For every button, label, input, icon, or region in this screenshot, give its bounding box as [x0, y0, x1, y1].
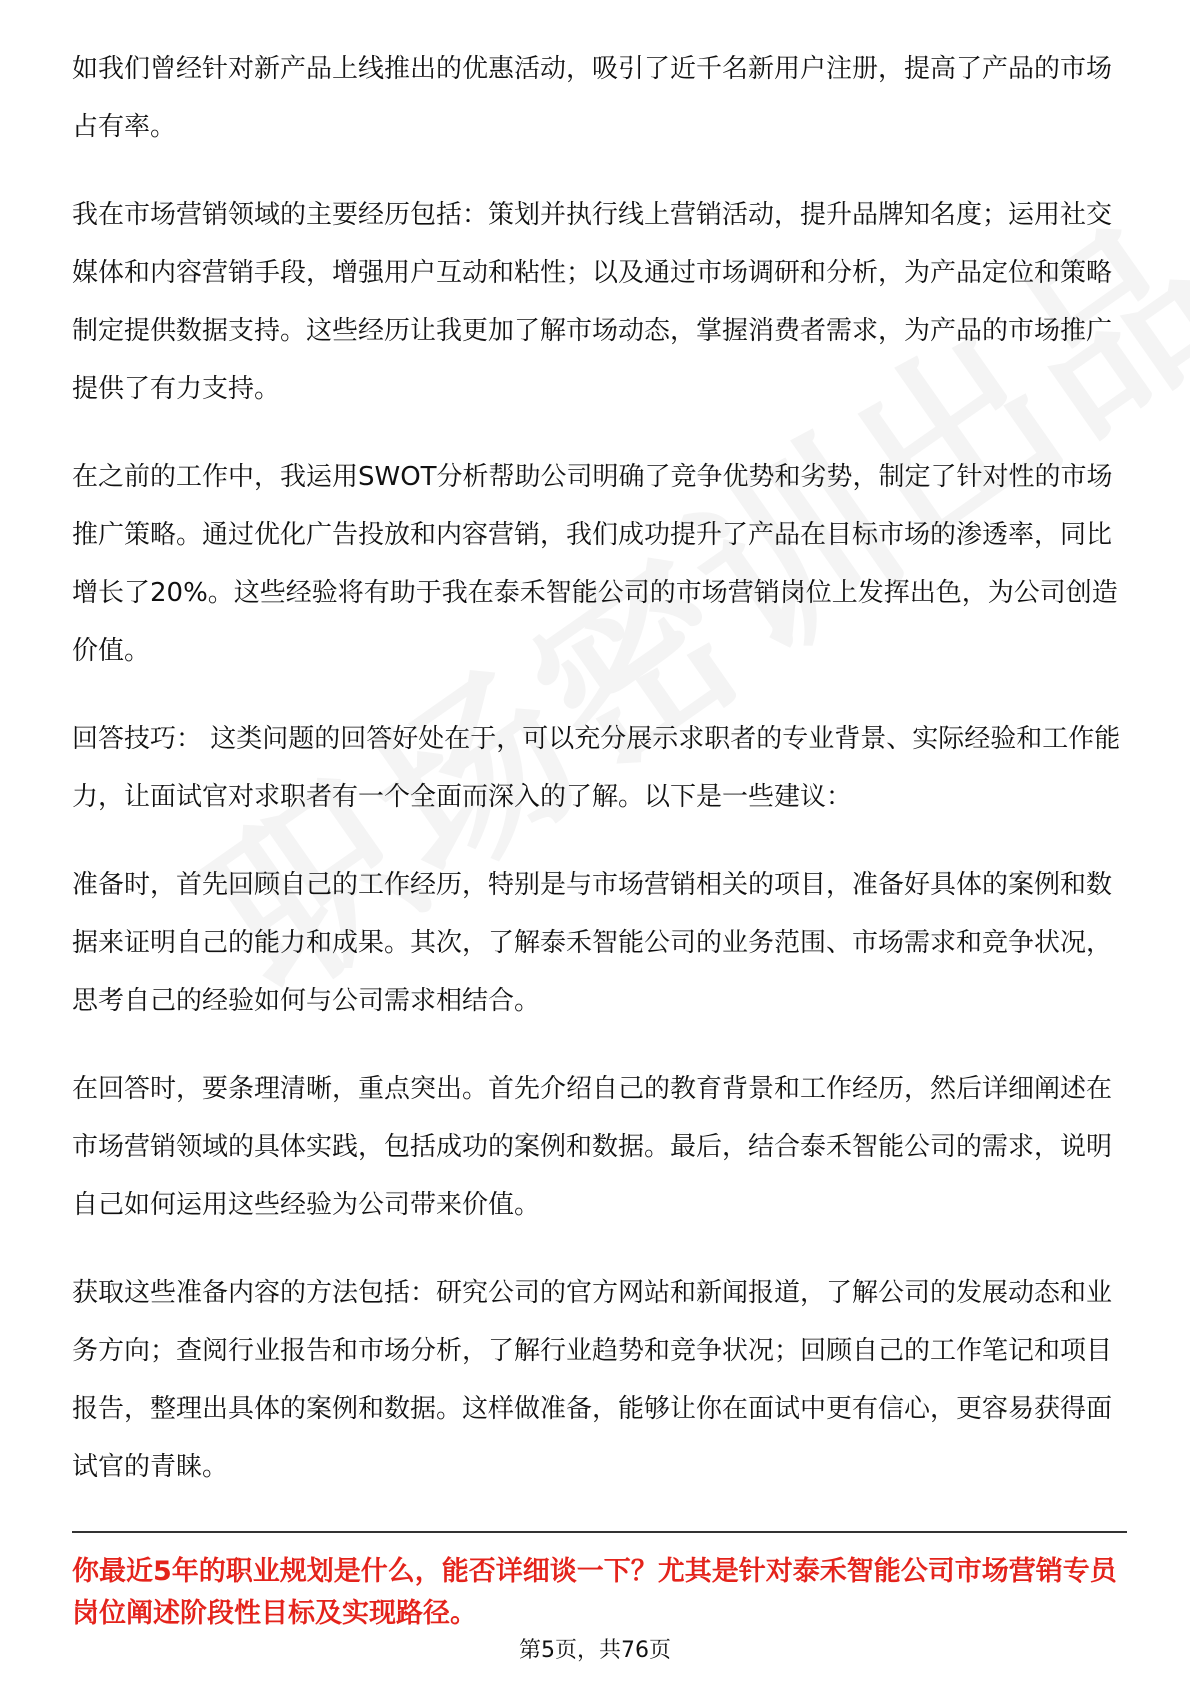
page-number: 第5页，共76页	[519, 1638, 671, 1663]
paragraph: 在回答时，要条理清晰，重点突出。首先介绍自己的教育背景和工作经历，然后详细阐述在市场营销领域的具体实践，包括成功的案例和数据。最后，结合泰禾智能公司的需求，说明自己如何运用这些经验为公司带来价值。	[72, 1074, 1113, 1220]
next-question-heading: 你最近5年的职业规划是什么，能否详细谈一下？尤其是针对泰禾智能公司市场营销专员岗位阐述阶段性目标及实现路径。	[72, 1556, 1117, 1629]
paragraph: 如我们曾经针对新产品上线推出的优惠活动，吸引了近千名新用户注册，提高了产品的市场占有率。	[72, 54, 1113, 142]
paragraph: 回答技巧： 这类问题的回答好处在于，可以充分展示求职者的专业背景、实际经验和工作能力，让面试官对求职者有一个全面而深入的了解。以下是一些建议：	[72, 724, 1121, 812]
paragraph: 我在市场营销领域的主要经历包括：策划并执行线上营销活动，提升品牌知名度；运用社交媒体和内容营销手段，增强用户互动和粘性；以及通过市场调研和分析，为产品定位和策略制定提供数据支持。这些经历让我更加了解市场动态，掌握消费者需求，为产品的市场推广提供了有力支持。	[72, 200, 1113, 404]
section-divider	[72, 1531, 1127, 1533]
paragraph: 在之前的工作中，我运用SWOT分析帮助公司明确了竞争优势和劣势，制定了针对性的市场推广策略。通过优化广告投放和内容营销，我们成功提升了产品在目标市场的渗透率，同比增长了20%。这些经验将有助于我在泰禾智能公司的市场营销岗位上发挥出色，为公司创造价值。	[72, 462, 1118, 666]
paragraph: 获取这些准备内容的方法包括：研究公司的官方网站和新闻报道，了解公司的发展动态和业务方向；查阅行业报告和市场分析，了解行业趋势和竞争状况；回顾自己的工作笔记和项目报告，整理出具体的案例和数据。这样做准备，能够让你在面试中更有信心，更容易获得面试官的青睐。	[72, 1278, 1113, 1482]
paragraph: 准备时，首先回顾自己的工作经历，特别是与市场营销相关的项目，准备好具体的案例和数据来证明自己的能力和成果。其次，了解泰禾智能公司的业务范围、市场需求和竞争状况，思考自己的经验如何与公司需求相结合。	[72, 870, 1113, 1016]
document-body	[72, 40, 1132, 1526]
